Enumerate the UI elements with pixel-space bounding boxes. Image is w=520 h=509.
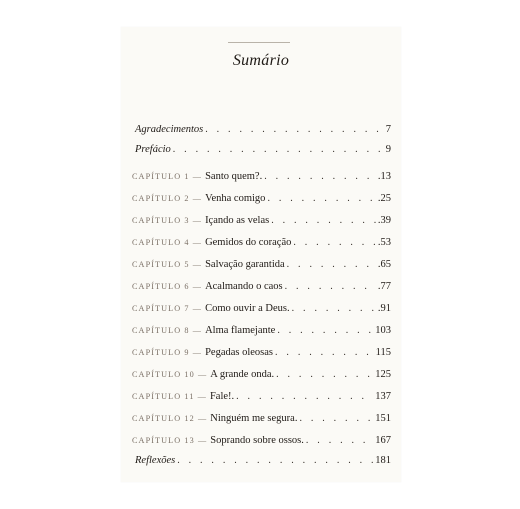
toc-entry-page: 151	[375, 413, 391, 424]
toc-entry-chapter-12	[132, 411, 391, 427]
toc-entry-page: 103	[375, 325, 391, 336]
dot-leader	[306, 433, 373, 449]
toc-entry-title: Gemidos do coração	[205, 237, 292, 248]
toc-entry-lead: CAPÍTULO 13 —	[132, 436, 208, 445]
toc-entry-page: 181	[375, 455, 391, 466]
toc-entry-chapter-7	[132, 301, 391, 317]
toc-entry-chapter-11	[132, 389, 391, 405]
toc-entry-title: Fale!.	[209, 391, 235, 402]
toc-entry-title: Soprando sobre ossos.	[210, 435, 304, 446]
toc-entry-lead: CAPÍTULO 4 —	[132, 238, 203, 247]
toc-entry-title: Pegadas oleosas	[205, 347, 274, 358]
header-rule	[228, 42, 290, 43]
dot-leader	[205, 122, 384, 138]
toc-entry-chapter-6	[132, 279, 391, 295]
dot-leader	[276, 367, 373, 383]
toc-entry-lead: CAPÍTULO 10 —	[132, 370, 208, 379]
toc-entry-chapter-5	[132, 257, 391, 273]
toc-entry-lead: CAPÍTULO 3 —	[132, 216, 203, 225]
toc-entry-lead: CAPÍTULO 12 —	[132, 414, 208, 423]
book-page	[121, 27, 401, 482]
toc-entry-page: .65	[377, 259, 391, 270]
toc-entry-title: Alma flamejante	[205, 325, 276, 336]
toc-entry-chapter-4	[132, 235, 391, 251]
toc-entry-title: Reflexões	[135, 455, 176, 466]
toc-entry-prefacio	[132, 142, 391, 158]
dot-leader	[177, 453, 373, 469]
toc-entry-page: 115	[375, 347, 391, 358]
dot-leader	[285, 279, 376, 295]
toc-entry-title: Prefácio	[135, 144, 171, 155]
toc-entry-page: 125	[375, 369, 391, 380]
dot-leader	[264, 169, 376, 185]
toc-entry-title: Ninguém me segura.	[210, 413, 298, 424]
toc-entry-title: Içando as velas	[205, 215, 270, 226]
dot-leader	[293, 235, 376, 251]
toc-entry-lead: CAPÍTULO 9 —	[132, 348, 203, 357]
dot-leader	[275, 345, 374, 361]
toc-entry-page: 167	[375, 435, 391, 446]
toc-entry-lead: CAPÍTULO 2 —	[132, 194, 203, 203]
toc-entry-page: 7	[385, 124, 391, 135]
toc-entry-chapter-9	[132, 345, 391, 361]
toc-entry-page: .25	[377, 193, 391, 204]
toc-entry-title: Agradecimentos	[135, 124, 204, 135]
toc-entry-lead: CAPÍTULO 11 —	[132, 392, 207, 401]
toc-entry-chapter-3	[132, 213, 391, 229]
toc-entry-lead: CAPÍTULO 6 —	[132, 282, 203, 291]
toc-entry-page: .77	[377, 281, 391, 292]
toc-entry-page: .91	[377, 303, 391, 314]
dot-leader	[292, 301, 376, 317]
toc-entry-chapter-1	[132, 169, 391, 185]
dot-leader	[299, 411, 373, 427]
toc-entry-title: Como ouvir a Deus.	[205, 303, 290, 314]
dot-leader	[173, 142, 384, 158]
toc-entry-title: Santo quem?.	[205, 171, 263, 182]
toc-entry-lead: CAPÍTULO 7 —	[132, 304, 203, 313]
dot-leader	[236, 389, 373, 405]
toc-entry-page: 9	[385, 144, 391, 155]
toc-entry-lead: CAPÍTULO 1 —	[132, 172, 203, 181]
toc-entry-page: 137	[375, 391, 391, 402]
toc-entry-title: Venha comigo	[205, 193, 266, 204]
toc-entry-page: .53	[377, 237, 391, 248]
toc-entry-chapter-10	[132, 367, 391, 383]
toc-entry-title: A grande onda.	[210, 369, 275, 380]
toc-entry-agradecimentos	[132, 122, 391, 138]
toc-entry-page: .13	[377, 171, 391, 182]
toc-entry-page: .39	[377, 215, 391, 226]
toc-entry-title: Acalmando o caos	[205, 281, 283, 292]
toc-entry-chapter-13	[132, 433, 391, 449]
dot-leader	[287, 257, 376, 273]
toc-entry-lead: CAPÍTULO 5 —	[132, 260, 203, 269]
page-title: Sumário	[232, 52, 290, 69]
dot-leader	[267, 191, 375, 207]
dot-leader	[277, 323, 373, 339]
toc-entry-lead: CAPÍTULO 8 —	[132, 326, 203, 335]
toc-entry-chapter-2	[132, 191, 391, 207]
toc-entry-reflexoes	[132, 453, 391, 469]
dot-leader	[271, 213, 376, 229]
toc-entry-chapter-8	[132, 323, 391, 339]
toc-entry-title: Salvação garantida	[205, 259, 285, 270]
